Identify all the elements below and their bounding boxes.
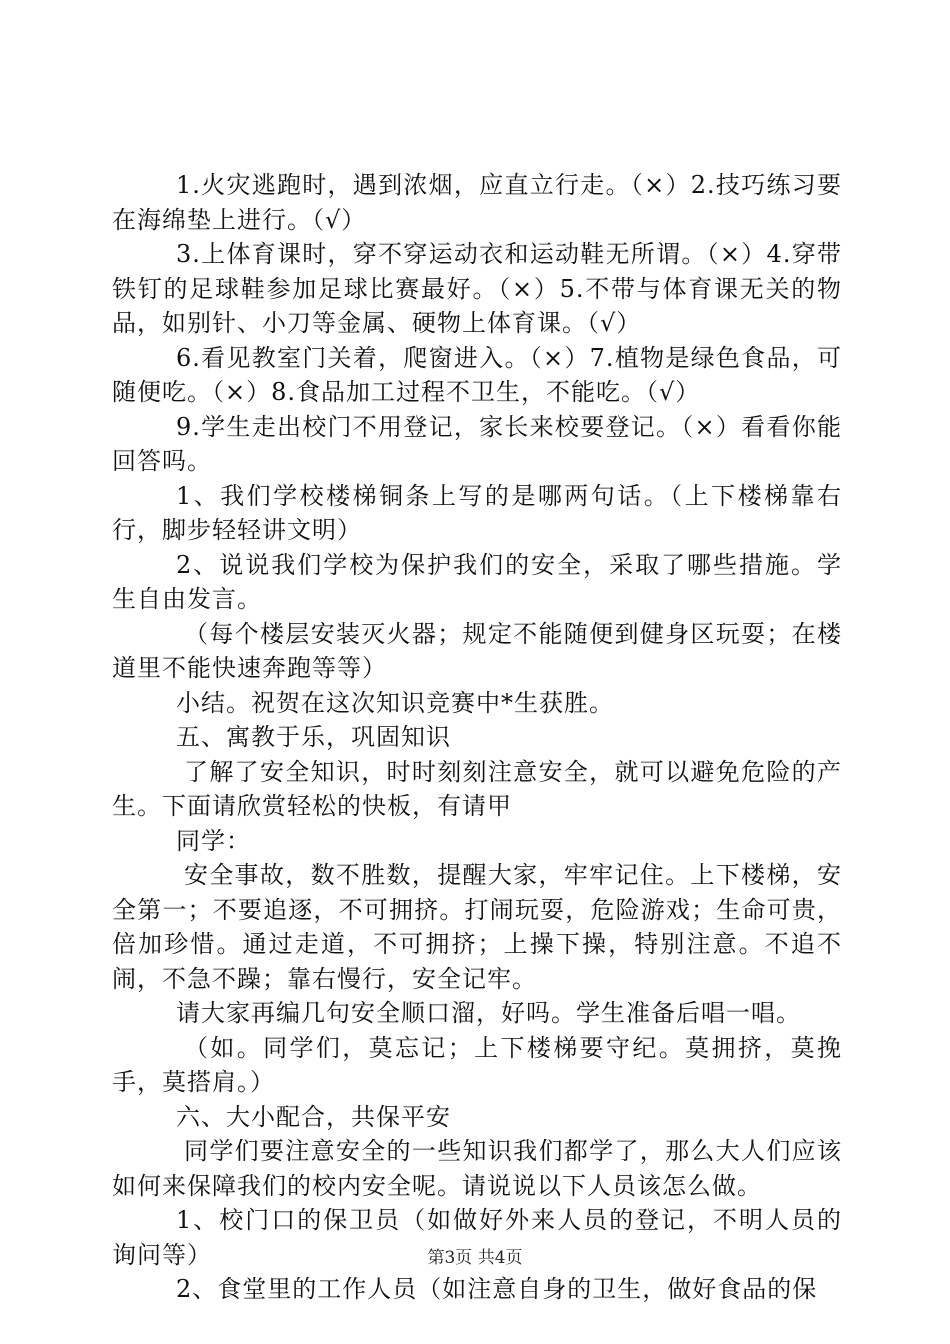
page-number-footer: 第3页 共4页 — [427, 1248, 523, 1268]
section-heading: 五、寓教于乐，巩固知识 — [176, 723, 451, 751]
paragraph: 6.看见教室门关着，爬窗进入。（×）7.植物是绿色食品，可随便吃。（×）8.食品加工过程不卫生，不能吃。（√） — [112, 343, 842, 406]
paragraph: 2、说说我们学校为保护我们的安全，采取了哪些措施。学生自由发言。 — [112, 550, 842, 613]
paragraph: 小结。祝贺在这次知识竞赛中*生获胜。 — [176, 688, 614, 717]
paragraph: 1、校门口的保卫员（如做好外来人员的登记，不明人员的询问等） — [112, 1206, 842, 1269]
paragraph: 1、我们学校楼梯铜条上写的是哪两句话。（上下楼梯靠右行，脚步轻轻讲文明） — [112, 481, 842, 544]
paragraph: 请大家再编几句安全顺口溜，好吗。学生准备后唱一唱。 — [176, 999, 801, 1027]
paragraph: 安全事故，数不胜数，提醒大家，牢牢记住。上下楼梯，安全第一；不要追逐，不可拥挤。打闹玩耍，危险游戏；生命可贵，倍加珍惜。通过走道，不可拥挤；上操下操，特别注意。不追不闹，不急不躁；靠右慢行，安全记牢。 — [112, 861, 842, 993]
paragraph: 3.上体育课时，穿不穿运动衣和运动鞋无所谓。（×）4.穿带铁钉的足球鞋参加足球比赛最好。（×）5.不带与体育课无关的物品，如别针、小刀等金属、硬物上体育课。（√） — [112, 240, 842, 337]
document-body — [112, 168, 842, 1307]
paragraph: （如。同学们，莫忘记；上下楼梯要守纪。莫拥挤，莫挽手，莫搭肩。） — [112, 1033, 842, 1096]
paragraph: 同学们要注意安全的一些知识我们都学了，那么大人们应该如何来保障我们的校内安全呢。请说说以下人员该怎么做。 — [112, 1137, 842, 1200]
paragraph: 9.学生走出校门不用登记，家长来校要登记。（×）看看你能回答吗。 — [112, 412, 842, 475]
paragraph: 了解了安全知识，时时刻刻注意安全，就可以避免危险的产生。下面请欣赏轻松的快板，有请甲 — [112, 757, 842, 820]
paragraph: 1.火灾逃跑时，遇到浓烟，应直立行走。（×）2.技巧练习要在海绵垫上进行。（√） — [112, 171, 842, 234]
section-heading: 六、大小配合，共保平安 — [176, 1102, 451, 1131]
paragraph: （每个楼层安装灭火器；规定不能随便到健身区玩耍；在楼道里不能快速奔跑等等） — [112, 619, 842, 682]
paragraph: 2、食堂里的工作人员（如注意自身的卫生，做好食品的保 — [176, 1275, 818, 1303]
paragraph: 同学： — [176, 826, 251, 855]
